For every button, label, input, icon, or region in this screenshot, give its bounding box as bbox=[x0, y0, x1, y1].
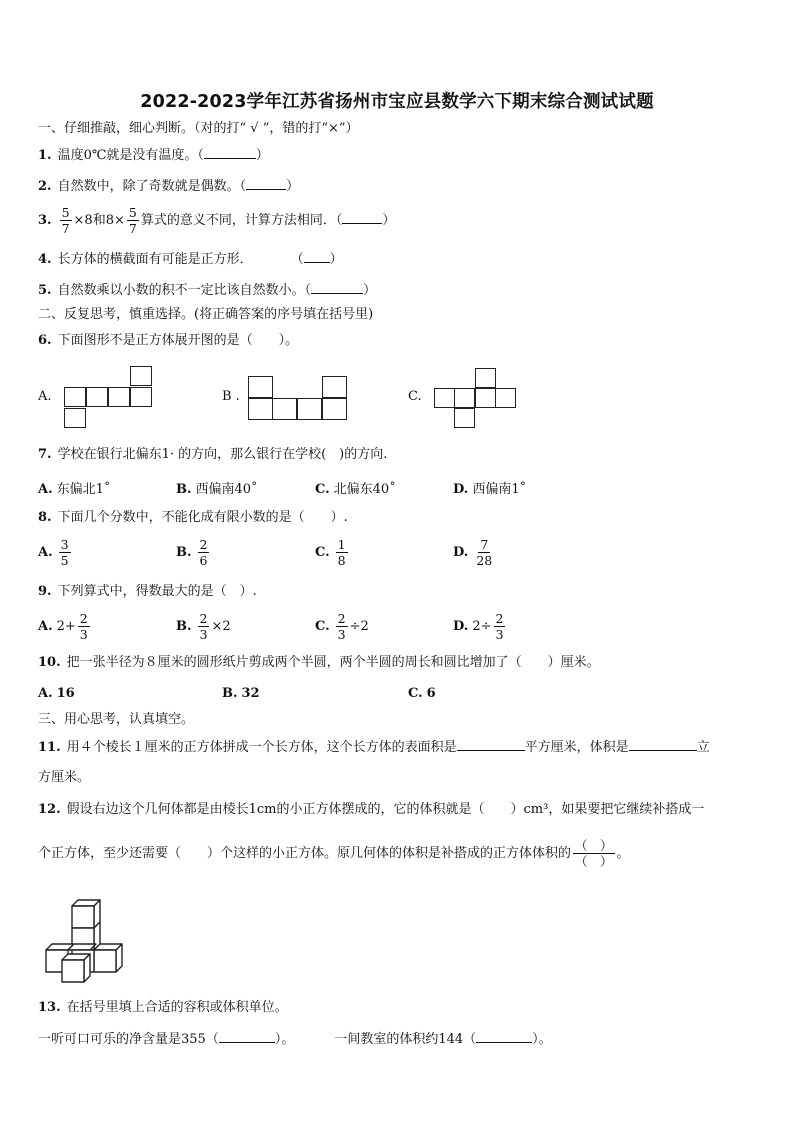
section-2-heading: 二、反复思考，慎重选择。(将正确答案的序号填在括号里) bbox=[38, 307, 374, 322]
question-6 bbox=[38, 332, 298, 350]
option-a[interactable] bbox=[38, 686, 75, 701]
question-1 bbox=[38, 146, 269, 165]
option-a[interactable] bbox=[38, 610, 92, 644]
answer-blank[interactable] bbox=[304, 250, 330, 263]
option-text: 16 bbox=[56, 686, 75, 701]
numerator: 2 bbox=[495, 611, 504, 626]
option-label: A. bbox=[38, 619, 53, 634]
bracket-close: ） bbox=[363, 283, 377, 298]
section-1-heading: 一、仔细推敲，细心判断。（对的打“ √ ”，错的打“×”） bbox=[38, 121, 359, 136]
denominator: （ ） bbox=[575, 854, 613, 869]
question-text: 下列算式中，得数最大的是（ ）. bbox=[57, 584, 257, 599]
option-b-label[interactable]: B . bbox=[222, 389, 240, 404]
answer-blank[interactable] bbox=[219, 1030, 275, 1043]
numerator: 7 bbox=[480, 537, 489, 552]
option-label: A. bbox=[38, 686, 53, 701]
denominator: 3 bbox=[79, 627, 88, 642]
numerator: 2 bbox=[199, 537, 208, 552]
numerator: 2 bbox=[79, 611, 88, 626]
denominator: 28 bbox=[476, 553, 493, 568]
denominator: 3 bbox=[337, 627, 346, 642]
question-number: 2. bbox=[38, 179, 52, 194]
bracket-close: ）。 bbox=[532, 1032, 552, 1047]
option-a[interactable] bbox=[38, 478, 110, 497]
denominator: 3 bbox=[495, 627, 504, 642]
question-9 bbox=[38, 583, 257, 601]
option-c[interactable] bbox=[315, 536, 350, 570]
option-c[interactable] bbox=[315, 610, 369, 644]
bracket-open: （ bbox=[290, 252, 304, 267]
question-text: 假设右边这个几何体都是由棱长1cm的小正方体摆成的，它的体积就是（ ）cm³，如果要把它继续补搭成一 bbox=[66, 802, 705, 817]
fraction bbox=[198, 611, 210, 642]
fraction bbox=[336, 537, 348, 568]
cube-stack-figure bbox=[42, 898, 126, 986]
option-label: C. bbox=[315, 482, 330, 497]
question-text: 一间教室的体积约144（ bbox=[334, 1032, 477, 1047]
question-10 bbox=[38, 654, 600, 672]
option-label: B. bbox=[222, 686, 238, 701]
fraction bbox=[59, 537, 71, 568]
bracket-close: ）。 bbox=[274, 1032, 295, 1047]
option-text: 32 bbox=[241, 686, 260, 701]
option-d[interactable] bbox=[453, 478, 526, 497]
question-text: 个正方体，至少还需要（ ）个这样的小正方体。原几何体的体积是补搭成的正方体体积的 bbox=[38, 846, 572, 861]
question-2 bbox=[38, 177, 299, 196]
question-13-items bbox=[38, 1030, 552, 1049]
fraction-blank[interactable] bbox=[573, 838, 615, 869]
question-text: 平方厘米，体积是 bbox=[524, 740, 629, 755]
question-3 bbox=[38, 204, 395, 238]
question-number: 9. bbox=[38, 584, 52, 599]
option-label: D. bbox=[453, 545, 469, 560]
option-label: B. bbox=[176, 482, 192, 497]
option-label: C. bbox=[408, 686, 423, 701]
bracket-close: ） bbox=[382, 213, 396, 228]
question-8 bbox=[38, 509, 348, 527]
option-label: D. bbox=[453, 619, 469, 634]
question-text: 算式的意义不同，计算方法相同．（ bbox=[140, 213, 343, 228]
option-text: ÷2 bbox=[349, 619, 369, 634]
fraction bbox=[198, 537, 210, 568]
question-number: 11. bbox=[38, 740, 61, 755]
fraction bbox=[127, 205, 139, 236]
denominator: 8 bbox=[337, 553, 346, 568]
question-text: 在括号里填上合适的容积或体积单位。 bbox=[66, 1000, 288, 1015]
option-label: A. bbox=[38, 545, 53, 560]
fraction bbox=[474, 537, 494, 568]
denominator: 3 bbox=[199, 627, 208, 642]
question-text: 自然数乘以小数的积不一定比该自然数小。（ bbox=[57, 283, 312, 298]
question-number: 6. bbox=[38, 333, 52, 348]
question-number: 13. bbox=[38, 1000, 61, 1015]
question-number: 4. bbox=[38, 252, 52, 267]
option-text: 西偏南40˚ bbox=[195, 482, 258, 497]
option-a[interactable] bbox=[38, 536, 73, 570]
question-text: 长方体的横截面有可能是正方形． bbox=[57, 252, 253, 267]
option-label: C. bbox=[315, 545, 330, 560]
numerator: 1 bbox=[337, 537, 346, 552]
denominator: 7 bbox=[61, 221, 70, 236]
question-text: 下面图形不是正方体展开图的是（ ）。 bbox=[57, 333, 299, 348]
answer-blank[interactable] bbox=[476, 1030, 532, 1043]
bracket-close: ） bbox=[329, 252, 343, 267]
question-text: 温度0℃就是没有温度。（ bbox=[57, 148, 204, 163]
option-c[interactable] bbox=[315, 478, 396, 497]
option-c-label[interactable]: C. bbox=[408, 389, 422, 404]
fraction bbox=[494, 611, 506, 642]
answer-blank[interactable] bbox=[629, 738, 697, 751]
question-4 bbox=[38, 250, 343, 269]
question-text: 立 bbox=[696, 740, 710, 755]
question-11 bbox=[38, 738, 710, 757]
answer-blank[interactable] bbox=[342, 211, 382, 224]
question-number: 3. bbox=[38, 213, 52, 228]
option-label: A. bbox=[38, 482, 53, 497]
numerator: 2 bbox=[337, 611, 346, 626]
question-text: ×8和8× bbox=[73, 213, 125, 228]
option-text: 西偏南1˚ bbox=[472, 482, 527, 497]
option-b[interactable] bbox=[176, 536, 211, 570]
option-c[interactable] bbox=[408, 686, 436, 701]
numerator: 5 bbox=[61, 205, 70, 220]
bracket-close: ） bbox=[255, 148, 269, 163]
question-5 bbox=[38, 281, 376, 300]
option-d[interactable] bbox=[453, 536, 496, 570]
numerator: 5 bbox=[128, 205, 137, 220]
question-13 bbox=[38, 999, 288, 1017]
answer-blank[interactable] bbox=[311, 281, 363, 294]
numerator: 3 bbox=[60, 537, 69, 552]
option-label: C. bbox=[315, 619, 330, 634]
option-text: 北偏东40˚ bbox=[333, 482, 396, 497]
bracket-close: ） bbox=[286, 179, 300, 194]
option-b[interactable] bbox=[222, 686, 260, 701]
option-text: ×2 bbox=[211, 619, 231, 634]
question-number: 1. bbox=[38, 148, 52, 163]
denominator: 6 bbox=[199, 553, 208, 568]
question-text: 把一张半径为８厘米的圆形纸片剪成两个半圆，两个半圆的周长和圆比增加了（ ）厘米。 bbox=[66, 655, 600, 670]
question-text: 用４个棱长１厘米的正方体拼成一个长方体，这个长方体的表面积是 bbox=[66, 740, 457, 755]
question-text: 一听可口可乐的净含量是355（ bbox=[38, 1032, 219, 1047]
option-d[interactable] bbox=[453, 610, 507, 644]
question-number: 8. bbox=[38, 510, 52, 525]
question-number: 7. bbox=[38, 447, 52, 462]
option-text: 6 bbox=[426, 686, 436, 701]
page-title: 2022-2023学年江苏省扬州市宝应县数学六下期末综合测试试题 bbox=[140, 92, 654, 112]
question-7 bbox=[38, 446, 387, 464]
option-text: 东偏北1˚ bbox=[56, 482, 111, 497]
question-text: 下面几个分数中，不能化成有限小数的是（ ）. bbox=[57, 510, 348, 525]
fraction bbox=[336, 611, 348, 642]
option-b[interactable] bbox=[176, 610, 231, 644]
question-11-continued: 方厘米。 bbox=[38, 770, 91, 785]
numerator: （ ） bbox=[575, 838, 613, 853]
question-number: 5. bbox=[38, 283, 52, 298]
question-text: 自然数中，除了奇数就是偶数。（ bbox=[57, 179, 247, 194]
option-label: B. bbox=[176, 619, 192, 634]
denominator: 5 bbox=[60, 553, 69, 568]
answer-blank[interactable] bbox=[246, 177, 286, 190]
option-b[interactable] bbox=[176, 478, 258, 497]
section-3-heading: 三、用心思考，认真填空。 bbox=[38, 712, 195, 727]
option-a-label[interactable]: A. bbox=[38, 389, 52, 404]
question-text: 学校在银行北偏东1· 的方向，那么银行在学校( )的方向. bbox=[57, 447, 388, 462]
answer-blank[interactable] bbox=[457, 738, 525, 751]
question-text: 。 bbox=[616, 846, 630, 861]
denominator: 7 bbox=[128, 221, 137, 236]
fraction bbox=[60, 205, 72, 236]
question-number: 10. bbox=[38, 655, 61, 670]
option-label: B. bbox=[176, 545, 192, 560]
answer-blank[interactable] bbox=[204, 146, 256, 159]
question-12 bbox=[38, 801, 704, 819]
option-text: 2÷ bbox=[472, 619, 492, 634]
option-text: 2+ bbox=[56, 619, 76, 634]
question-12-continued bbox=[38, 836, 630, 872]
question-number: 12. bbox=[38, 802, 61, 817]
numerator: 2 bbox=[199, 611, 208, 626]
option-label: D. bbox=[453, 482, 469, 497]
fraction bbox=[78, 611, 90, 642]
